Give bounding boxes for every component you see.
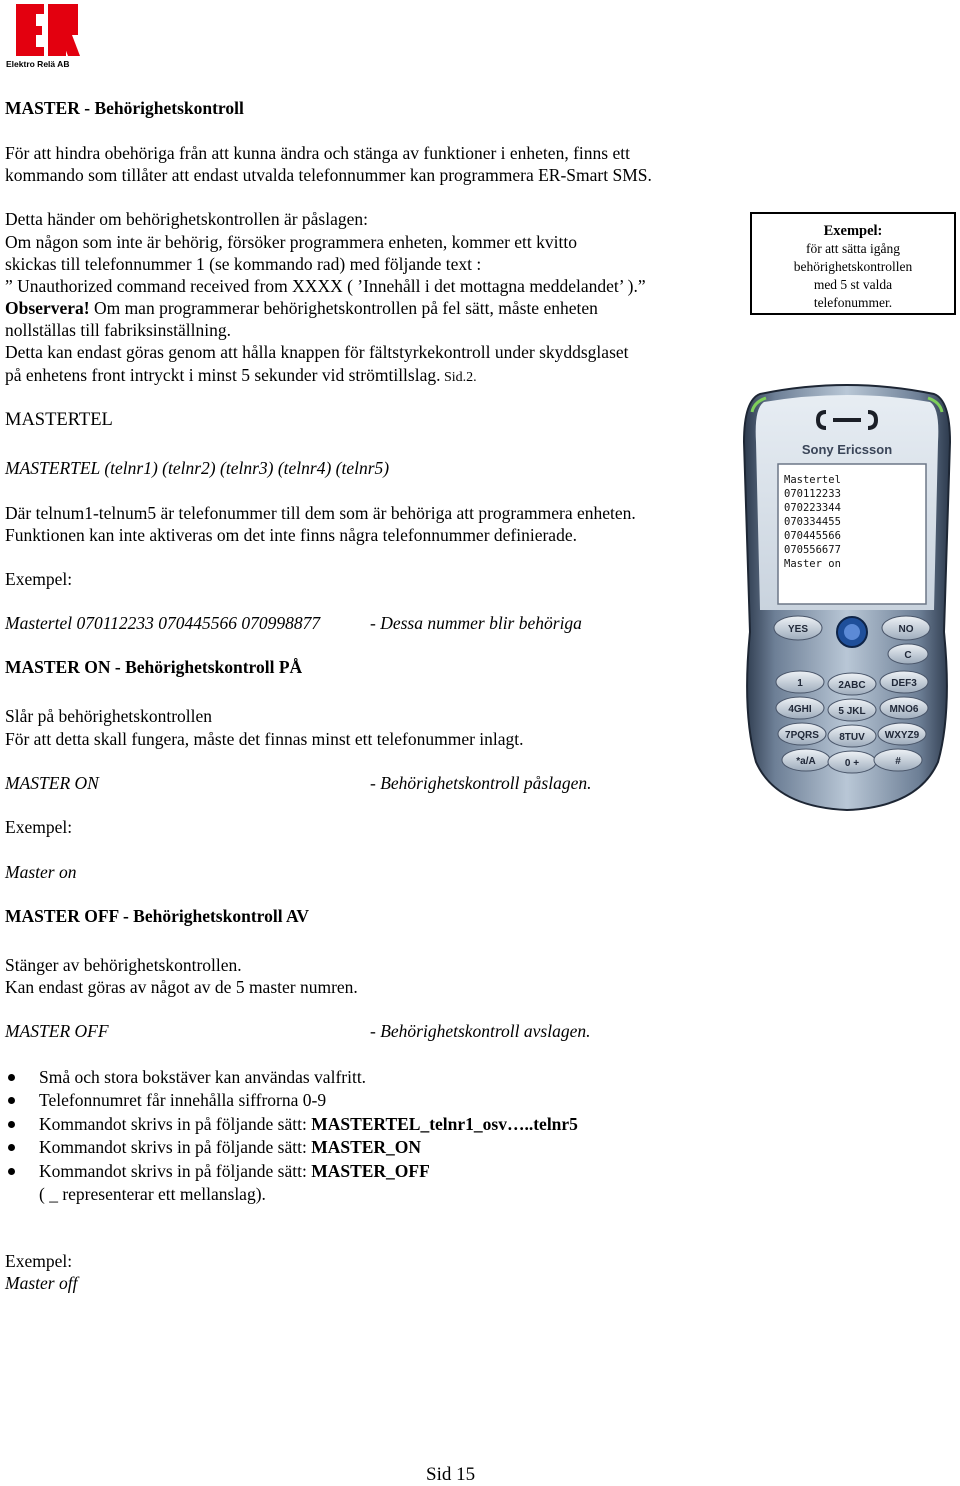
- phone-screen-text: [784, 474, 841, 570]
- para2-line-4: ” Unauthorized command received from XXXX ( ’Innehåll i det mottagna meddelandet’ ).”: [5, 276, 646, 296]
- list-item-text: Små och stora bokstäver kan användas valfritt.: [39, 1067, 367, 1087]
- final-example-label: Exempel:: [5, 1251, 73, 1271]
- master-off-desc-2: Kan endast göras av något av de 5 master numren.: [5, 977, 358, 997]
- master-off-desc-1: Stänger av behörighetskontrollen.: [5, 955, 242, 975]
- screen-line-6: 070556677: [784, 544, 841, 556]
- key-4-label: 4GHI: [788, 704, 812, 715]
- mastertel-heading: MASTERTEL: [5, 410, 113, 430]
- master-on-heading: MASTER ON - Behörighetskontroll PÅ: [5, 657, 303, 677]
- para2-line-8-text: på enhetens front intryckt i minst 5 sekunder vid strömtillslag.: [5, 365, 441, 385]
- observera-label: Observera!: [5, 298, 90, 318]
- key-3-label: DEF3: [891, 678, 917, 689]
- bullet-icon: [8, 1168, 15, 1175]
- screen-line-3: 070223344: [784, 502, 841, 514]
- list-item: [5, 1113, 578, 1136]
- mastertel-syntax: MASTERTEL (telnr1) (telnr2) (telnr3) (telnr4) (telnr5): [5, 458, 390, 478]
- master-on-desc-1: Slår på behörighetskontrollen: [5, 706, 213, 726]
- page-title: MASTER - Behörighetskontroll: [5, 98, 244, 118]
- example-callout-box: [750, 212, 956, 315]
- screen-line-5: 070445566: [784, 530, 841, 542]
- callout-title: Exempel:: [823, 223, 883, 239]
- list-item: [5, 1160, 578, 1183]
- rules-list: [5, 1066, 578, 1183]
- phone-brand: Sony Ericsson: [801, 442, 893, 457]
- list-item: [5, 1136, 578, 1159]
- screen-line-7: Master on: [784, 558, 841, 570]
- mastertel-example-cmd: Mastertel 070112233 070445566 070998877: [5, 613, 321, 633]
- logo-text: Elektro Relä AB: [6, 59, 70, 69]
- master-off-cmd: MASTER OFF: [5, 1021, 109, 1041]
- para2-line-8: [5, 364, 477, 389]
- para2-line-5: [5, 297, 598, 319]
- master-on-result: - Behörighetskontroll påslagen.: [370, 773, 592, 793]
- key-6-label: MNO6: [889, 704, 919, 715]
- list-item-command: MASTERTEL_telnr1_osv…..telnr5: [311, 1113, 578, 1134]
- company-logo: [4, 2, 92, 70]
- key-2-label: 2ABC: [838, 680, 866, 691]
- underscore-note: ( _ representerar ett mellanslag).: [39, 1184, 266, 1204]
- master-on-cmd: MASTER ON: [5, 773, 99, 793]
- screen-line-1: Mastertel: [784, 474, 841, 486]
- key-star-label: *a/A: [796, 756, 816, 767]
- key-7-label: 7PQRS: [785, 730, 819, 741]
- master-off-heading: MASTER OFF - Behörighetskontroll AV: [5, 906, 310, 926]
- clear-key-label: C: [904, 650, 912, 661]
- master-on-example: Master on: [5, 862, 77, 882]
- screen-line-2: 070112233: [784, 488, 841, 500]
- no-key-label: NO: [898, 624, 914, 635]
- para2-line-5-text: Om man programmerar behörighetskontrollen på fel sätt, måste enheten: [89, 298, 598, 318]
- yes-key-label: YES: [787, 624, 809, 635]
- intro-line-1: För att hindra obehöriga från att kunna ändra och stänga av funktioner i enheten, finns ett: [5, 143, 630, 163]
- screen-line-4: 070334455: [784, 516, 841, 528]
- list-item-text: Kommandot skrivs in på följande sätt:: [39, 1137, 312, 1158]
- callout-line-4: telefonummer.: [813, 295, 893, 310]
- list-item-text: Kommandot skrivs in på följande sätt:: [39, 1160, 312, 1181]
- key-5-label: 5 JKL: [838, 706, 866, 717]
- mastertel-example-result: - Dessa nummer blir behöriga: [370, 613, 582, 633]
- master-off-result: - Behörighetskontroll avslagen.: [370, 1021, 591, 1041]
- mastertel-example-label: Exempel:: [5, 569, 73, 589]
- page-reference: Sid.2.: [440, 370, 477, 385]
- bullet-icon: [8, 1097, 15, 1104]
- key-9-label: WXYZ9: [884, 730, 920, 741]
- para2-line-1: Detta händer om behörighetskontrollen är påslagen:: [5, 209, 369, 229]
- para2-line-2: Om någon som inte är behörig, försöker programmera enheten, kommer ett kvitto: [5, 232, 577, 252]
- mastertel-desc-1: Där telnum1-telnum5 är telefonummer till dem som är behöriga att programmera enheten.: [5, 503, 636, 523]
- list-item: [5, 1089, 578, 1112]
- callout-line-2: behörighetskontrollen: [793, 259, 913, 274]
- key-8-label: 8TUV: [839, 732, 865, 743]
- key-0-label: 0 +: [844, 758, 860, 769]
- bullet-icon: [8, 1144, 15, 1151]
- list-item: [5, 1066, 578, 1089]
- callout-line-1: för att sätta igång: [805, 241, 901, 256]
- master-on-example-label: Exempel:: [5, 817, 73, 837]
- key-1-label: 1: [797, 678, 803, 689]
- list-item-text: Kommandot skrivs in på följande sätt:: [39, 1113, 312, 1134]
- list-item-command: MASTER_ON: [311, 1137, 422, 1158]
- final-example-value: Master off: [5, 1273, 78, 1293]
- list-item-text: Telefonnumret får innehålla siffrorna 0-9: [39, 1090, 327, 1111]
- master-on-desc-2: För att detta skall fungera, måste det finnas minst ett telefonummer inlagt.: [5, 729, 524, 749]
- page-number: Sid 15: [426, 1464, 476, 1485]
- para2-line-3: skickas till telefonnummer 1 (se kommando rad) med följande text :: [5, 254, 482, 274]
- bullet-icon: [8, 1121, 15, 1128]
- callout-line-3: med 5 st valda: [813, 277, 893, 292]
- phone-illustration: [738, 382, 956, 812]
- key-hash-label: #: [895, 756, 901, 767]
- para2-line-7: Detta kan endast göras genom att hålla knappen för fältstyrkekontroll under skyddsglaset: [5, 342, 629, 362]
- list-item-command: MASTER_OFF: [311, 1160, 430, 1181]
- mastertel-desc-2: Funktionen kan inte aktiveras om det inte finns några telefonnummer definierade.: [5, 525, 577, 545]
- bullet-icon: [8, 1074, 15, 1081]
- para2-line-6: nollställas till fabriksinställning.: [5, 320, 232, 340]
- intro-line-2: kommando som tillåter att endast utvalda telefonnummer kan programmera ER-Smart SMS.: [5, 165, 652, 185]
